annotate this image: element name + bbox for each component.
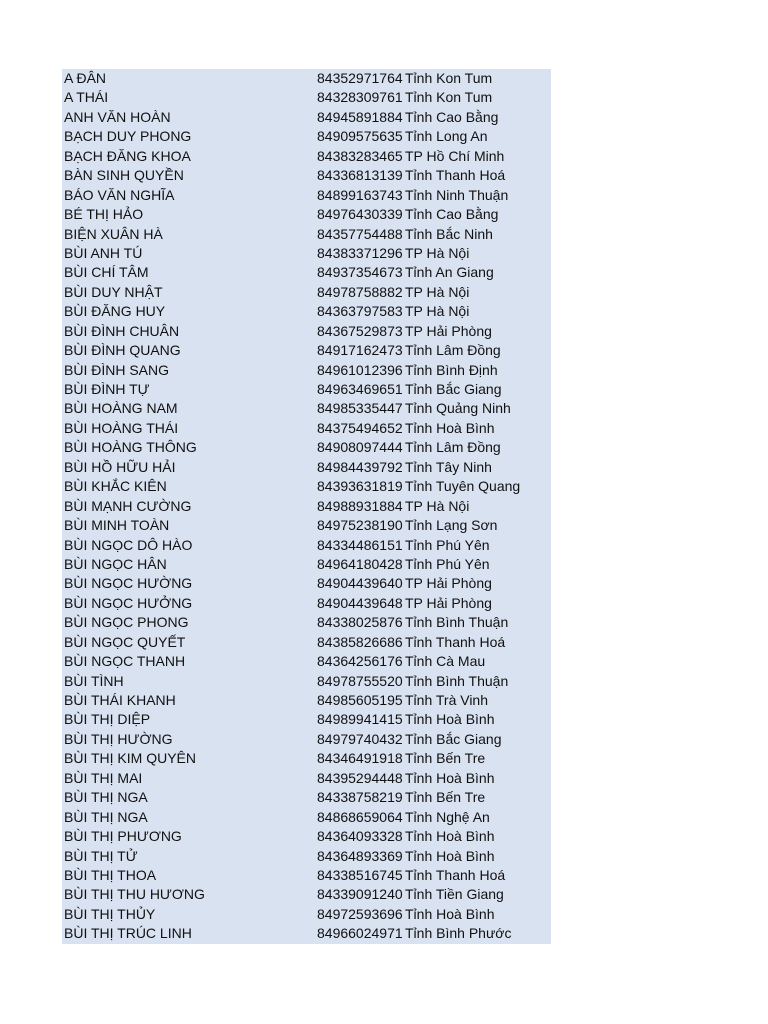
table-row xyxy=(62,263,551,282)
phone-cell: 84975238190 xyxy=(317,517,403,534)
phone-cell: 84385826686 xyxy=(317,633,403,650)
phone-cell: 84908097444 xyxy=(317,439,403,456)
table-row xyxy=(62,555,551,574)
table-row xyxy=(62,127,551,146)
name-cell: BÙI ĐĂNG HUY xyxy=(64,303,166,320)
table-row xyxy=(62,302,551,321)
phone-cell: 84868659064 xyxy=(317,808,403,825)
phone-cell: 84963469651 xyxy=(317,381,403,397)
table-row xyxy=(62,108,551,127)
province-cell: Tỉnh Cà Mau xyxy=(405,653,486,670)
name-cell: BÙI ĐÌNH QUANG xyxy=(64,342,181,359)
table-row xyxy=(62,613,551,632)
phone-cell: 84364256176 xyxy=(317,653,403,670)
province-cell: Tỉnh An Giang xyxy=(405,264,494,281)
table-row xyxy=(62,749,551,768)
phone-cell: 84979740432 xyxy=(317,730,403,747)
table-row xyxy=(62,710,551,729)
phone-cell: 84338758219 xyxy=(317,789,403,806)
table-row xyxy=(62,594,551,613)
name-cell: BÙI NGỌC DÔ HÀO xyxy=(64,536,193,553)
table-row xyxy=(62,536,551,555)
phone-cell: 84383283465 xyxy=(317,147,403,164)
province-cell: Tỉnh Tây Ninh xyxy=(405,458,492,475)
phone-cell: 84363797583 xyxy=(317,303,403,320)
phone-cell: 84945891884 xyxy=(317,108,403,125)
province-cell: TP Hà Nội xyxy=(405,303,470,320)
name-cell: BÙI THỊ THOA xyxy=(64,866,157,883)
table-row xyxy=(62,905,551,924)
phone-cell: 84346491918 xyxy=(317,750,403,767)
province-cell: Tỉnh Lâm Đồng xyxy=(405,342,501,359)
province-cell: Tỉnh Phú Yên xyxy=(405,555,490,572)
name-cell: BÙI THỊ DIỆP xyxy=(64,711,151,728)
name-cell: BÙI THỊ PHƯƠNG xyxy=(64,828,182,845)
phone-cell: 84338516745 xyxy=(317,866,403,883)
table-row xyxy=(62,652,551,671)
name-cell: BÙI ĐÌNH TỰ xyxy=(64,381,150,397)
phone-cell: 84988931884 xyxy=(317,497,403,514)
phone-cell: 84334486151 xyxy=(317,536,403,553)
name-cell: BÙI NGỌC HÂN xyxy=(64,555,167,572)
phone-cell: 84899163743 xyxy=(317,186,403,203)
table-row xyxy=(62,477,551,496)
phone-cell: 84978755520 xyxy=(317,672,403,689)
table-row xyxy=(62,244,551,263)
province-cell: TP Hà Nội xyxy=(405,244,470,261)
table-row xyxy=(62,88,551,107)
name-cell: BÙI HỒ HỮU HẢI xyxy=(64,458,176,475)
phone-cell: 84395294448 xyxy=(317,769,403,786)
province-cell: Tỉnh Lâm Đồng xyxy=(405,439,501,456)
table-row xyxy=(62,147,551,166)
name-cell: BÙI TÌNH xyxy=(64,672,124,689)
phone-cell: 84964180428 xyxy=(317,555,403,572)
name-cell: BẠCH DUY PHONG xyxy=(64,128,192,145)
province-cell: Tỉnh Tuyên Quang xyxy=(405,478,521,495)
table-row xyxy=(62,516,551,535)
name-cell: BÙI HOÀNG THÔNG xyxy=(64,439,197,456)
table-row xyxy=(62,847,551,866)
name-cell: BÙI THỊ TRÚC LINH xyxy=(64,925,192,942)
name-cell: BÙI NGỌC THANH xyxy=(64,653,186,670)
table-row xyxy=(62,399,551,418)
phone-cell: 84985335447 xyxy=(317,400,403,417)
province-cell: Tỉnh Bến Tre xyxy=(405,789,486,806)
name-cell: BÙI DUY NHẬT xyxy=(64,283,163,300)
phone-cell: 84352971764 xyxy=(317,70,403,86)
name-cell: A ĐÂN xyxy=(64,70,107,86)
name-cell: BÙI NGỌC HƯỞNG xyxy=(64,594,193,611)
table-row xyxy=(62,866,551,885)
table-row xyxy=(62,458,551,477)
phone-cell: 84976430339 xyxy=(317,206,403,223)
province-cell: Tỉnh Lạng Sơn xyxy=(405,517,498,534)
table-row xyxy=(62,924,551,943)
province-cell: Tỉnh Thanh Hoá xyxy=(405,866,506,883)
name-cell: A THÁI xyxy=(64,89,109,106)
province-cell: Tỉnh Bình Định xyxy=(405,361,498,378)
table-row xyxy=(62,672,551,691)
name-cell: BÙI THỊ NGA xyxy=(64,808,148,825)
table-row xyxy=(62,283,551,302)
province-cell: Tỉnh Bắc Giang xyxy=(405,381,502,397)
phone-cell: 84393631819 xyxy=(317,478,403,495)
table-row xyxy=(62,633,551,652)
table-row xyxy=(62,186,551,205)
name-cell: BÀN SINH QUYỀN xyxy=(64,167,184,184)
phone-cell: 84972593696 xyxy=(317,905,403,922)
table-row xyxy=(62,769,551,788)
phone-cell: 84367529873 xyxy=(317,322,403,339)
province-cell: Tỉnh Hoà Bình xyxy=(405,769,495,786)
province-cell: Tỉnh Tiền Giang xyxy=(405,886,504,903)
name-cell: BÙI HOÀNG NAM xyxy=(64,400,178,417)
name-cell: BÙI THỊ HƯỜNG xyxy=(64,730,173,747)
province-cell: TP Hà Nội xyxy=(405,497,470,514)
province-cell: Tỉnh Ninh Thuận xyxy=(405,186,509,203)
name-cell: BÙI THỊ KIM QUYÊN xyxy=(64,750,196,767)
province-cell: TP Hải Phòng xyxy=(405,322,492,339)
province-cell: TP Hồ Chí Minh xyxy=(405,147,505,164)
table-row xyxy=(62,730,551,749)
province-cell: Tỉnh Hoà Bình xyxy=(405,419,495,436)
province-cell: Tỉnh Hoà Bình xyxy=(405,905,495,922)
contact-table xyxy=(62,69,551,944)
phone-cell: 84989941415 xyxy=(317,711,403,728)
province-cell: Tỉnh Bến Tre xyxy=(405,750,486,767)
table-row xyxy=(62,885,551,904)
table-row xyxy=(62,827,551,846)
phone-cell: 84383371296 xyxy=(317,244,403,261)
name-cell: BÙI THỊ THỦY xyxy=(64,905,156,922)
phone-cell: 84961012396 xyxy=(317,361,403,378)
name-cell: BÙI ĐÌNH CHUÂN xyxy=(64,322,180,339)
province-cell: Tỉnh Hoà Bình xyxy=(405,847,495,864)
table-row xyxy=(62,380,551,399)
province-cell: Tỉnh Cao Bằng xyxy=(405,108,499,125)
phone-cell: 84357754488 xyxy=(317,225,403,242)
name-cell: BÙI NGỌC PHONG xyxy=(64,614,189,631)
phone-cell: 84917162473 xyxy=(317,342,403,359)
table-row xyxy=(62,341,551,360)
table-row xyxy=(62,419,551,438)
table-row xyxy=(62,574,551,593)
name-cell: BÉ THỊ HẢO xyxy=(64,206,144,223)
phone-cell: 84375494652 xyxy=(317,419,403,436)
province-cell: Tỉnh Quảng Ninh xyxy=(405,400,511,417)
name-cell: BÙI NGỌC HƯỜNG xyxy=(64,575,193,592)
province-cell: Tỉnh Cao Bằng xyxy=(405,206,499,223)
name-cell: BÙI MINH TOÀN xyxy=(64,517,170,534)
province-cell: Tỉnh Hoà Bình xyxy=(405,828,495,845)
phone-cell: 84978758882 xyxy=(317,283,403,300)
name-cell: BÁO VĂN NGHĨA xyxy=(64,186,175,203)
table-row xyxy=(62,69,551,88)
table-row xyxy=(62,225,551,244)
province-cell: Tỉnh Phú Yên xyxy=(405,536,490,553)
province-cell: Tỉnh Bình Thuận xyxy=(405,672,509,689)
name-cell: BÙI KHẮC KIÊN xyxy=(64,478,167,495)
province-cell: Tỉnh Hoà Bình xyxy=(405,711,495,728)
table-row xyxy=(62,788,551,807)
phone-cell: 84909575635 xyxy=(317,128,403,145)
table-row xyxy=(62,205,551,224)
phone-cell: 84985605195 xyxy=(317,692,403,708)
province-cell: Tỉnh Thanh Hoá xyxy=(405,167,506,184)
province-cell: Tỉnh Bắc Ninh xyxy=(405,225,493,242)
name-cell: BÙI NGỌC QUYẾT xyxy=(64,633,186,650)
province-cell: TP Hải Phòng xyxy=(405,575,492,592)
table-row xyxy=(62,691,551,710)
province-cell: Tỉnh Nghệ An xyxy=(405,808,490,825)
name-cell: BẠCH ĐĂNG KHOA xyxy=(64,147,191,164)
name-cell: BÙI THỊ THU HƯƠNG xyxy=(64,886,205,903)
table-row xyxy=(62,361,551,380)
table-row xyxy=(62,808,551,827)
name-cell: BÙI THỊ TỬ xyxy=(64,847,138,864)
name-cell: BÙI THÁI KHANH xyxy=(64,692,176,708)
name-cell: BÙI MẠNH CƯỜNG xyxy=(64,497,192,514)
province-cell: Tỉnh Long An xyxy=(405,128,488,145)
name-cell: BÙI THỊ NGA xyxy=(64,789,148,806)
table-row xyxy=(62,497,551,516)
phone-cell: 84364093328 xyxy=(317,828,403,845)
name-cell: BÙI THỊ MAI xyxy=(64,769,143,786)
phone-cell: 84904439648 xyxy=(317,594,403,611)
phone-cell: 84937354673 xyxy=(317,264,403,281)
phone-cell: 84336813139 xyxy=(317,167,403,184)
table-row xyxy=(62,322,551,341)
province-cell: TP Hà Nội xyxy=(405,283,470,300)
province-cell: Tỉnh Bình Thuận xyxy=(405,614,509,631)
name-cell: BÙI ANH TÚ xyxy=(64,244,143,261)
table-row xyxy=(62,166,551,185)
name-cell: BÙI CHÍ TÂM xyxy=(64,264,149,281)
name-cell: BIỆN XUÂN HÀ xyxy=(64,225,163,242)
province-cell: Tỉnh Bình Phước xyxy=(405,925,512,942)
phone-cell: 84328309761 xyxy=(317,89,403,106)
phone-cell: 84364893369 xyxy=(317,847,403,864)
phone-cell: 84338025876 xyxy=(317,614,403,631)
province-cell: Tỉnh Bắc Giang xyxy=(405,730,502,747)
table-row xyxy=(62,438,551,457)
phone-cell: 84339091240 xyxy=(317,886,403,903)
phone-cell: 84984439792 xyxy=(317,458,403,475)
province-cell: TP Hải Phòng xyxy=(405,594,492,611)
phone-cell: 84904439640 xyxy=(317,575,403,592)
name-cell: ANH VĂN HOÀN xyxy=(64,108,171,125)
phone-cell: 84966024971 xyxy=(317,925,403,942)
name-cell: BÙI ĐÌNH SANG xyxy=(64,361,170,378)
name-cell: BÙI HOÀNG THÁI xyxy=(64,419,179,436)
province-cell: Tỉnh Kon Tum xyxy=(405,89,493,106)
province-cell: Tỉnh Trà Vinh xyxy=(405,692,489,708)
province-cell: Tỉnh Kon Tum xyxy=(405,70,493,86)
province-cell: Tỉnh Thanh Hoá xyxy=(405,633,506,650)
